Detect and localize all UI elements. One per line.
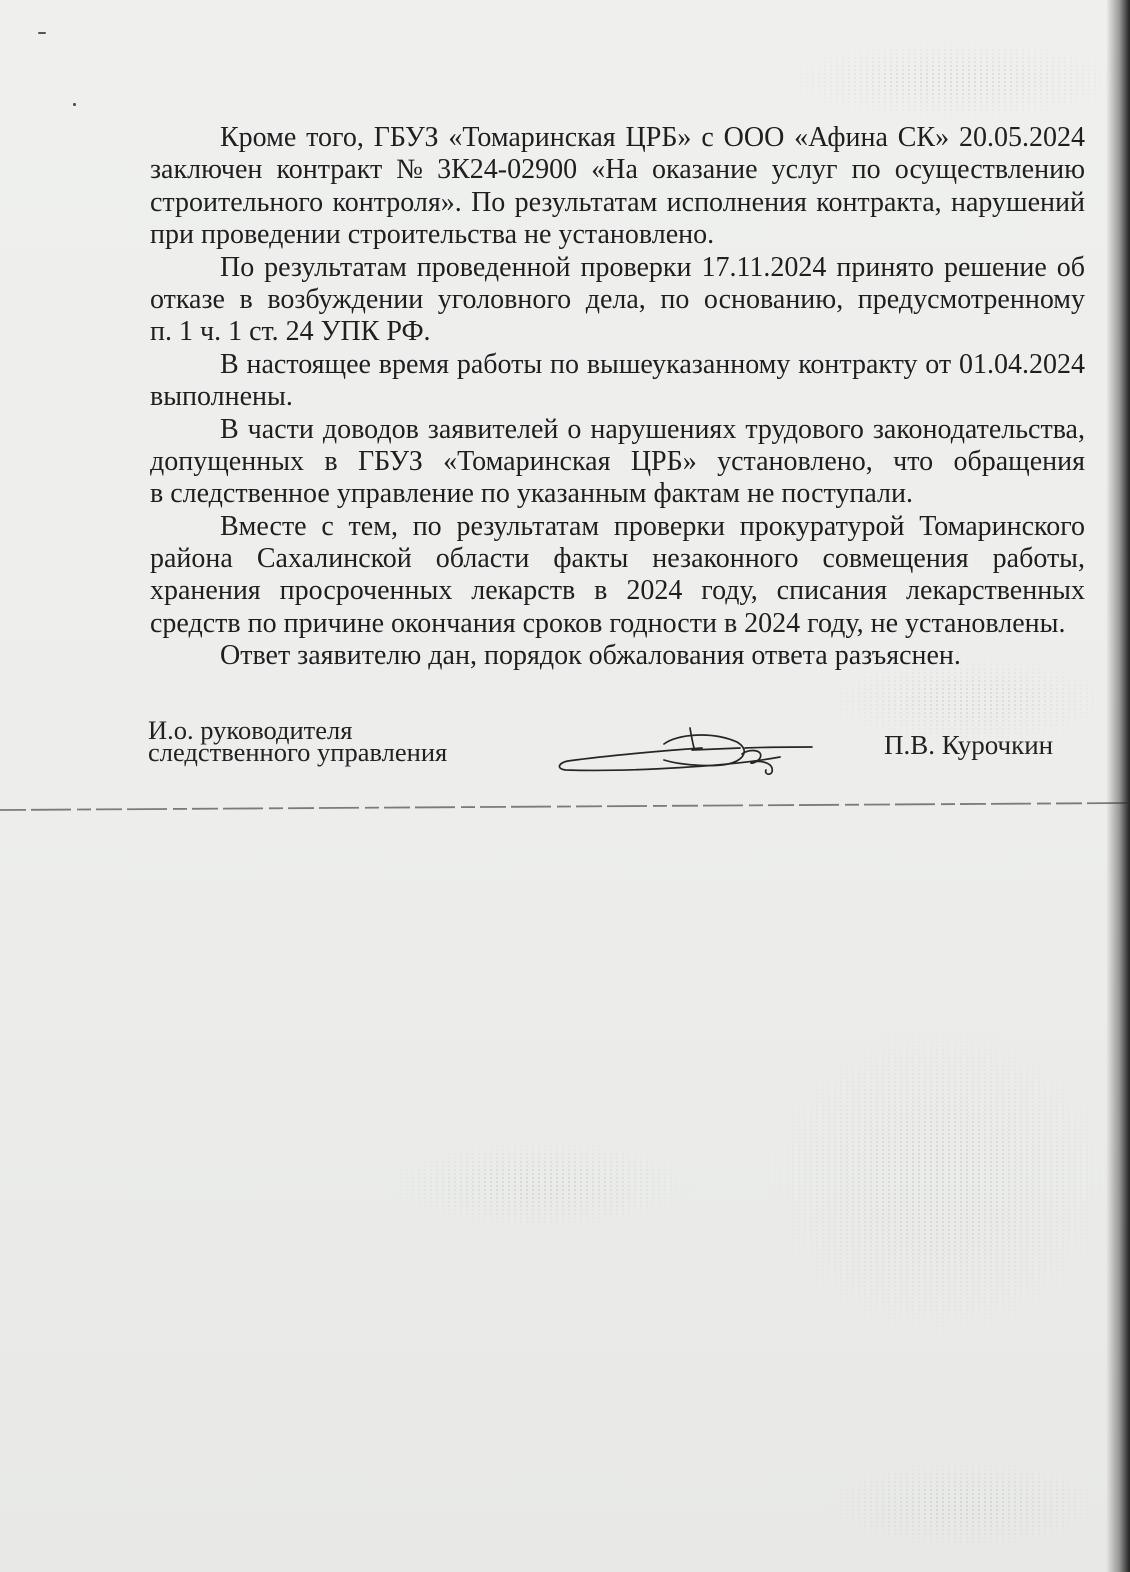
scan-noise [760, 1020, 1120, 1340]
paragraph-line [220, 414, 1085, 446]
paragraph-line: в следственное управление по указанным фактам не поступали. [150, 478, 913, 510]
line-text: отказе в возбуждении уголовного дела, по основанию, предусмотренному [150, 283, 1085, 315]
paragraph-line: выполнены. [150, 381, 293, 413]
scan-speck [73, 103, 76, 106]
line-text: В настоящее время работы по вышеуказанному контракту от 01.04.2024 [220, 348, 1085, 380]
scan-noise [820, 1460, 1110, 1550]
paragraph-line: при проведении строительства не установлено. [150, 219, 715, 251]
signer-name: П.В. Курочкин [884, 730, 1054, 760]
paragraph-line [150, 575, 1085, 607]
paragraph-6 [150, 640, 1085, 672]
signer-position [148, 715, 448, 767]
scan-speck [38, 32, 46, 34]
paragraph-line: Ответ заявителю дан, порядок обжалования ответа разъяснен. [220, 640, 961, 672]
line-text: строительного контроля». По результатам исполнения контракта, нарушений [150, 186, 1085, 218]
paragraph-4 [150, 414, 1085, 511]
paragraph-line: п. 1 ч. 1 ст. 24 УПК РФ. [150, 316, 431, 348]
line-text: хранения просроченных лекарств в 2024 году, списания лекарственных [150, 575, 1085, 607]
paragraph-line [220, 122, 1085, 154]
line-text: Вместе с тем, по результатам проверки прокуратурой Томаринского [220, 510, 1085, 542]
scan-noise [380, 1140, 700, 1230]
paragraph-line [150, 543, 1085, 575]
paragraph-line [220, 349, 1085, 381]
handwritten-signature [552, 718, 822, 782]
paragraph-3 [150, 349, 1085, 414]
paragraph-line [220, 252, 1085, 284]
line-text: По результатам проведенной проверки 17.11.2024 принято решение об [220, 251, 1085, 283]
line-text: Кроме того, ГБУЗ «Томаринская ЦРБ» с ООО «Афина СК» 20.05.2024 [220, 122, 1085, 153]
signer-position-line-2: следственного управления [148, 737, 448, 767]
paragraph-line [150, 154, 1085, 186]
tear-line [0, 798, 1130, 814]
paragraph-line [150, 187, 1085, 219]
signer-position-line-1: И.о. руководителя [148, 715, 353, 745]
line-text: района Сахалинской области факты незаконного совмещения работы, [150, 543, 1085, 575]
paragraph-1 [150, 122, 1085, 252]
line-text: В части доводов заявителей о нарушениях трудового законодательства, [220, 413, 1085, 445]
scan-noise [780, 40, 1130, 120]
letter-body [150, 122, 1085, 673]
paragraph-2 [150, 252, 1085, 349]
paragraph-line [150, 284, 1085, 316]
line-text: заключен контракт № 3К24-02900 «На оказание услуг по осуществлению [150, 154, 1085, 186]
paragraph-line: средств по причине окончания сроков годности в 2024 году, не установлены. [150, 607, 1066, 639]
paragraph-line [150, 446, 1085, 478]
paragraph-line [220, 511, 1085, 543]
paragraph-5 [150, 511, 1085, 641]
line-text: допущенных в ГБУЗ «Томаринская ЦРБ» установлено, что обращения [150, 445, 1085, 477]
page-edge-shadow [1106, 0, 1130, 1572]
